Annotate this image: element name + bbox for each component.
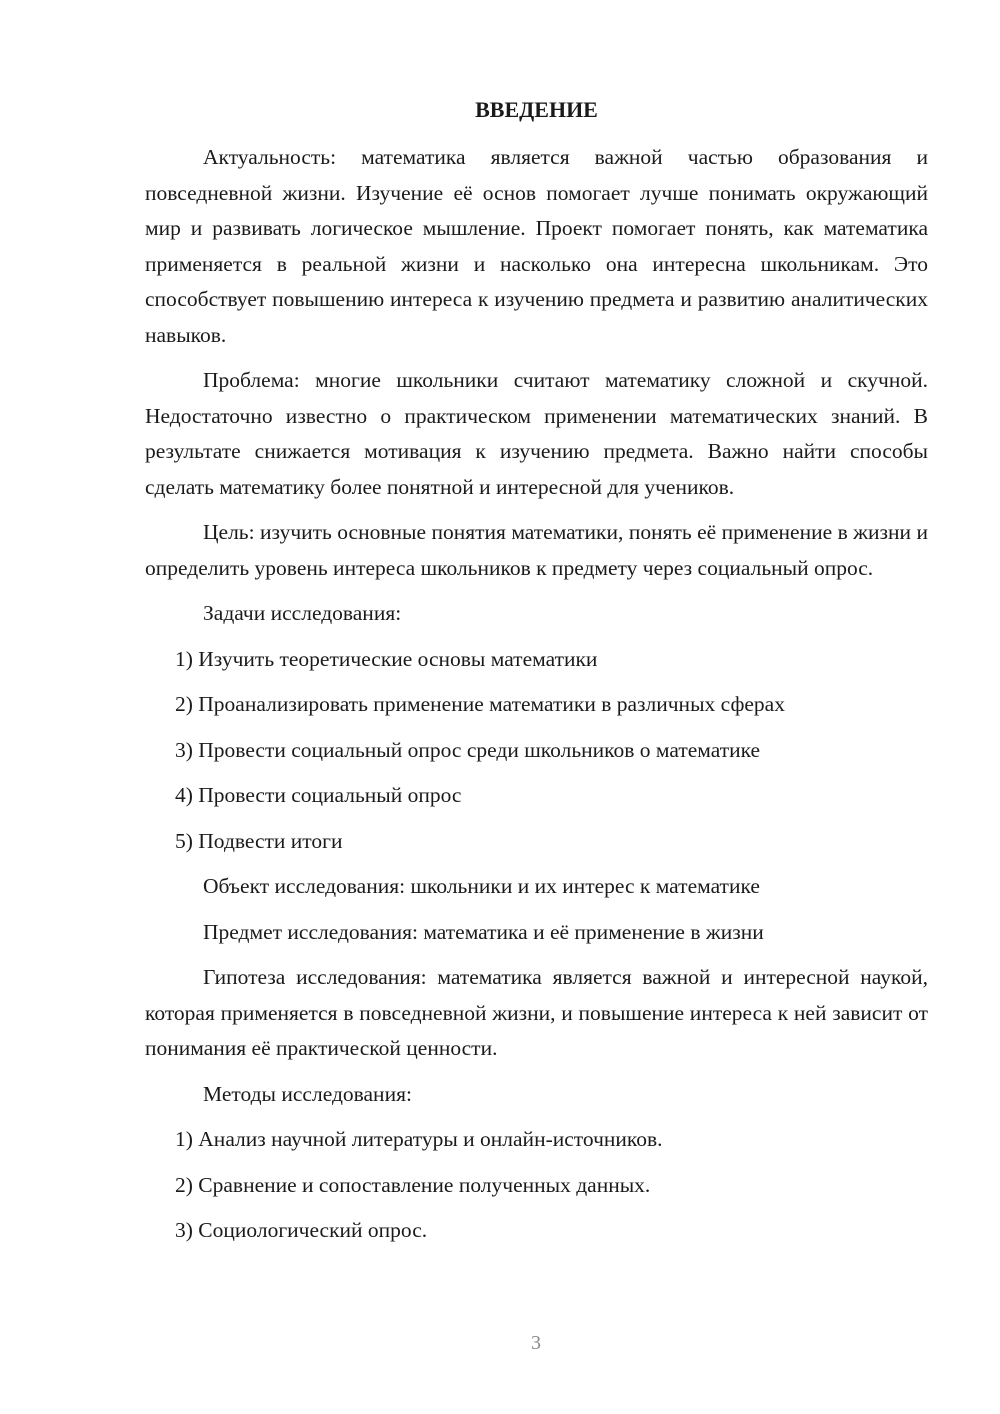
methods-label: Методы исследования: xyxy=(203,1081,412,1106)
subject-line: Предмет исследования: математика и её применение в жизни xyxy=(203,919,764,944)
problem-paragraph: Проблема: многие школьники считают математику сложной и скучной. Недостаточно известно о практическом применении математических знаний. В результате снижается мотивация к изучению предмета. Важно найти способы сделать математику более понятной и интересной для учеников. xyxy=(145,368,928,499)
tasks-list xyxy=(145,642,928,860)
methods-list xyxy=(145,1122,928,1249)
task-item: 4) Провести социальный опрос xyxy=(175,783,462,807)
page-number: 3 xyxy=(531,1332,541,1354)
tasks-label: Задачи исследования: xyxy=(203,601,402,625)
page-content xyxy=(145,92,928,1259)
task-item: 5) Подвести итоги xyxy=(175,828,343,853)
hypothesis-paragraph: Гипотеза исследования: математика является важной и интересной наукой, которая применяется в повседневной жизни, и повышение интереса к ней зависит от понимания её практической ценности. xyxy=(145,965,928,1060)
method-item: 3) Социологический опрос. xyxy=(175,1218,428,1242)
goal-paragraph: Цель: изучить основные понятия математики, понять её применение в жизни и определить уровень интереса школьников к предмету через социальный опрос. xyxy=(145,520,928,580)
task-item: 3) Провести социальный опрос среди школьников о математике xyxy=(175,737,761,762)
task-item: 2) Проанализировать применение математики в различных сферах xyxy=(175,692,785,716)
section-heading: ВВЕДЕНИЕ xyxy=(475,97,598,122)
method-item: 1) Анализ научной литературы и онлайн-источников. xyxy=(175,1127,663,1151)
object-line: Объект исследования: школьники и их интерес к математике xyxy=(203,874,760,898)
relevance-paragraph: Актуальность: математика является важной частью образования и повседневной жизни. Изучение её основ помогает лучше понимать окружающий мир и развивать логическое мышление. Проект помогает понять, как математика применяется в реальной жизни и насколько она интересна школьникам. Это способствует повышению интереса к изучению предмета и развитию аналитических навыков. xyxy=(145,145,928,347)
task-item: 1) Изучить теоретические основы математики xyxy=(175,646,598,671)
method-item: 2) Сравнение и сопоставление полученных данных. xyxy=(175,1172,651,1197)
